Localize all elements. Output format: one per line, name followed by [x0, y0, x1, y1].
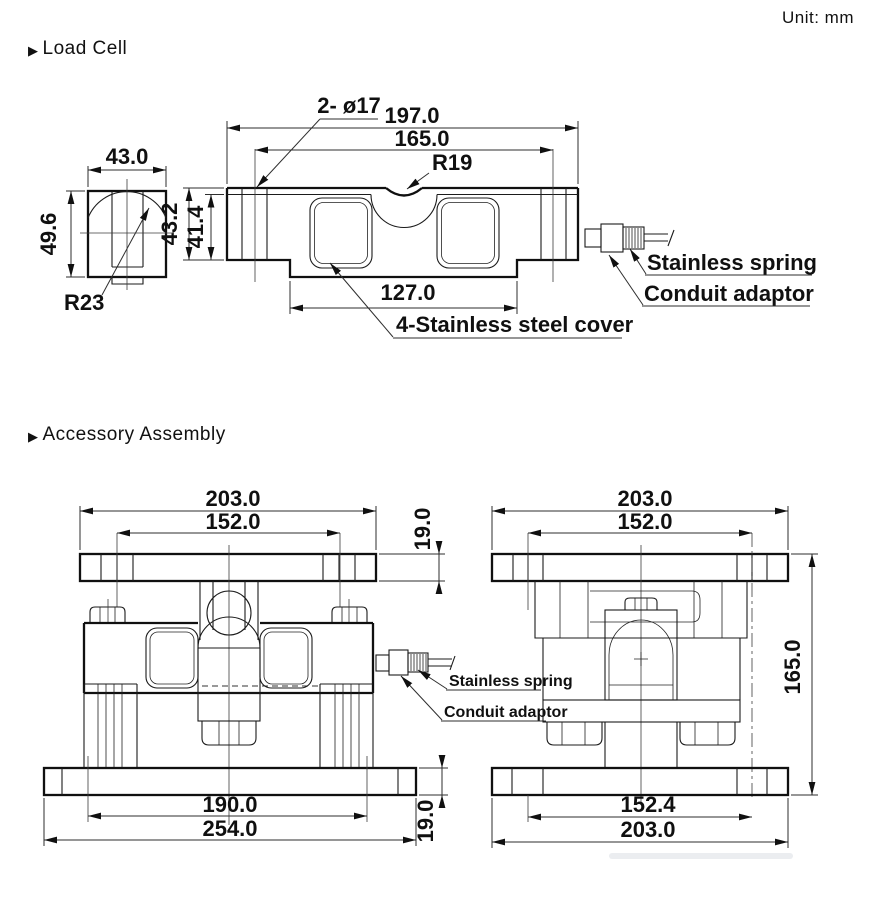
dim-hole-span: 165.0	[394, 126, 450, 151]
label-stainless-steel-cover: 4-Stainless steel cover	[396, 312, 634, 337]
label-stainless-spring: Stainless spring	[647, 250, 817, 275]
stainless-steel-cover-right	[260, 628, 312, 688]
triangle-bullet-icon: ▶	[28, 428, 39, 444]
dim-top-plate-width: 203.0	[205, 486, 261, 511]
anchor-bolt-left	[547, 722, 602, 745]
dim-dome-radius: R23	[64, 290, 105, 315]
stainless-steel-cover-left	[146, 628, 198, 688]
stand-leg-left	[84, 684, 137, 768]
dim-body-height: 43.2	[157, 202, 182, 246]
dim-overall-height: 165.0	[780, 639, 805, 695]
label-conduit-adaptor: Conduit adaptor	[444, 704, 568, 721]
cable-connector	[376, 650, 455, 675]
dim-top-bolt-span: 152.0	[205, 509, 261, 534]
unit-note: Unit: mm	[782, 8, 854, 27]
dim-top-plate-width: 203.0	[617, 486, 673, 511]
anchor-bolt-right	[680, 722, 735, 745]
section-title-load-cell	[28, 38, 127, 60]
dim-hole-callout: 2- ø17	[317, 93, 381, 118]
stainless-steel-cover-left	[310, 198, 372, 268]
dim-top-plate-thickness: 19.0	[410, 507, 435, 551]
mounting-bolt-top-left	[90, 599, 125, 623]
dim-base-plate-width: 203.0	[620, 817, 676, 842]
stand-leg-right	[320, 684, 373, 768]
section-title-accessory-assembly	[28, 424, 226, 446]
section-title-text: Accessory Assembly	[42, 424, 226, 445]
dim-top-bolt-span: 152.0	[617, 509, 673, 534]
load-cell-side-view-dimensions	[157, 93, 578, 314]
mounting-bolt-top-right	[332, 599, 367, 623]
label-conduit-adaptor: Conduit adaptor	[644, 281, 814, 306]
dim-end-height: 49.6	[36, 212, 61, 256]
stainless-steel-cover-right	[437, 198, 499, 268]
dim-base-bolt-span: 190.0	[202, 792, 258, 817]
dim-base-plate-width: 254.0	[202, 816, 258, 841]
assembly-side-dimensions	[492, 486, 818, 848]
dim-web-height: 41.4	[183, 205, 208, 249]
cable-connector	[585, 224, 674, 252]
dim-base-bolt-span: 152.4	[620, 792, 676, 817]
label-stainless-spring: Stainless spring	[449, 673, 573, 690]
triangle-bullet-icon: ▶	[28, 42, 39, 58]
dim-base-plate-thickness: 19.0	[413, 799, 438, 843]
section-title-text: Load Cell	[42, 38, 128, 59]
dim-end-width: 43.0	[105, 144, 149, 169]
load-cell-end-view-dimensions	[36, 144, 166, 315]
dim-overall-length: 197.0	[384, 103, 440, 128]
dim-notch-radius: R19	[432, 150, 473, 175]
assembly-front-view	[44, 533, 455, 825]
dim-cover-span: 127.0	[380, 280, 436, 305]
